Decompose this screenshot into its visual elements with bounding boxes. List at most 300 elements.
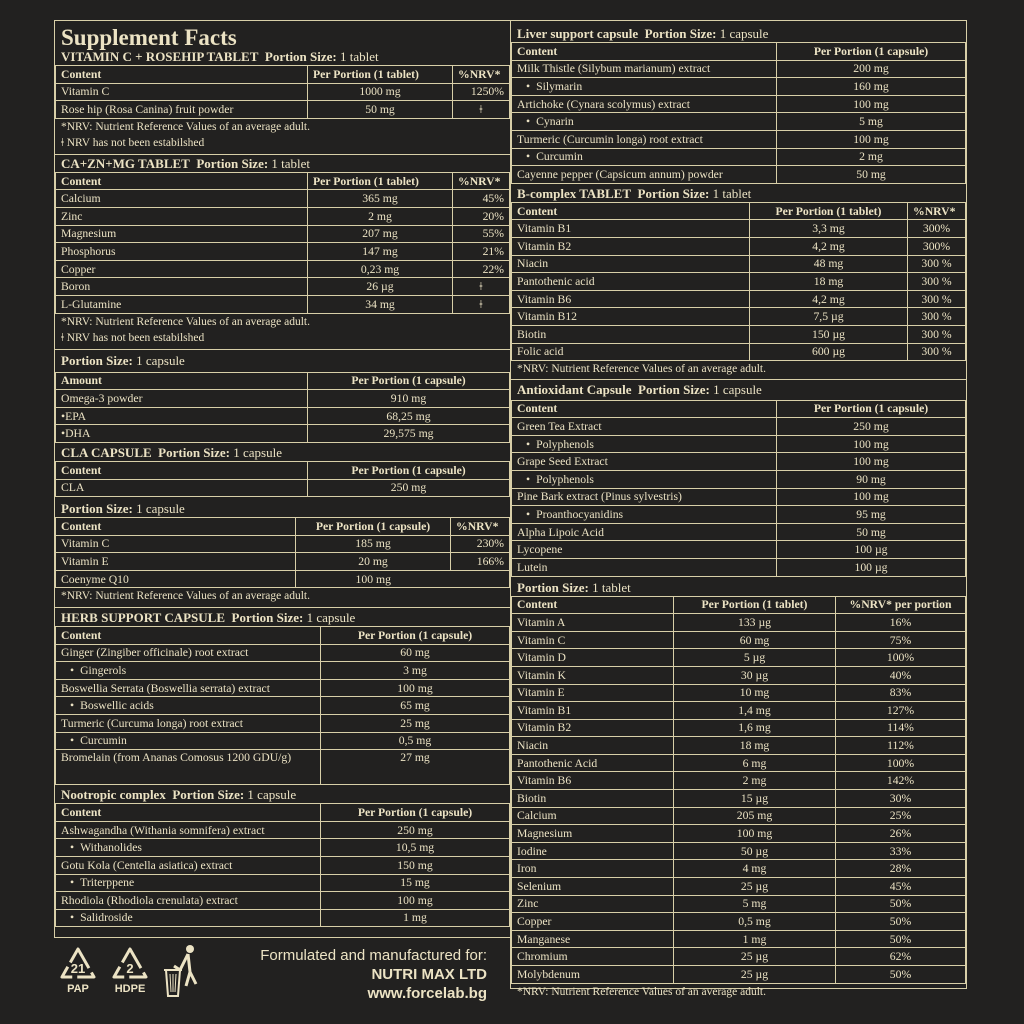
table-row <box>512 895 966 913</box>
nrv-percent: 83% <box>836 684 966 702</box>
ingredient-name: Bromelain (from Ananas Comosus 1200 GDU/g) <box>56 750 321 785</box>
table-header-row <box>512 596 966 614</box>
nrv-percent: 62% <box>836 948 966 966</box>
table-row <box>56 644 510 662</box>
nutrient-name: Vitamin B1 <box>512 220 750 238</box>
nrv-percent: 33% <box>836 842 966 860</box>
portion-amount: 5 mg <box>777 113 966 131</box>
nutrient-name: Copper <box>512 913 674 931</box>
table-row <box>512 807 966 825</box>
herb-support-table <box>55 626 510 785</box>
recycle-code: 21 <box>70 961 86 976</box>
table-row <box>56 892 510 910</box>
table-row <box>512 506 966 524</box>
portion-amount: 10,5 mg <box>321 839 510 857</box>
nutrient-name: Vitamin A <box>512 614 674 632</box>
table-row <box>512 220 966 238</box>
section-heading: HERB SUPPORT CAPSULE Portion Size: 1 capsule <box>61 609 356 625</box>
portion-amount: 25 mg <box>321 714 510 732</box>
omega-3-table <box>55 372 510 443</box>
table-header-row <box>56 518 510 536</box>
table-header-row <box>56 66 510 84</box>
portion-amount: 18 mg <box>750 273 908 291</box>
column-header: Per Portion (1 tablet) <box>308 172 453 190</box>
portion-amount: 100 µg <box>777 541 966 559</box>
footer <box>54 940 511 1010</box>
nutrient-name: Vitamin E <box>512 684 674 702</box>
portion-amount: 150 µg <box>750 325 908 343</box>
table-row <box>512 666 966 684</box>
trash-bin-icon <box>160 944 204 1000</box>
nutrient-name: Vitamin C <box>56 535 296 553</box>
nrv-percent: 100% <box>836 754 966 772</box>
nutrient-name: •EPA <box>56 407 308 425</box>
column-header: Content <box>56 804 321 822</box>
nutrient-name: L-Glutamine <box>56 295 308 313</box>
nrv-percent: 45% <box>836 878 966 896</box>
nrv-percent: 1250% <box>453 83 510 101</box>
manufacturer-name: NUTRI MAX LTD <box>371 966 487 983</box>
section-omega-3 <box>55 349 510 443</box>
table-row <box>56 390 510 408</box>
portion-amount: 600 µg <box>750 343 908 361</box>
recycle-label: HDPE <box>114 983 146 995</box>
section-b-complex <box>511 184 966 379</box>
table-row <box>512 772 966 790</box>
portion-amount: 100 mg <box>321 892 510 910</box>
section-liver-support <box>511 21 966 184</box>
table-row <box>512 130 966 148</box>
column-header: Per Portion (1 capsule) <box>777 43 966 61</box>
portion-amount: 160 mg <box>777 78 966 96</box>
table-row <box>512 237 966 255</box>
column-header: Content <box>56 626 321 644</box>
table-header-row <box>512 202 966 220</box>
column-header: %NRV* <box>453 66 510 84</box>
nrv-percent: ǂ <box>453 295 510 313</box>
table-header-row <box>512 43 966 61</box>
manufacturer-info <box>260 946 487 1004</box>
portion-amount: 910 mg <box>308 390 510 408</box>
section-multivitamin <box>511 577 966 1001</box>
nutrient-name: Vitamin C <box>512 631 674 649</box>
nrv-percent: 30% <box>836 790 966 808</box>
portion-amount: 100 mg <box>321 679 510 697</box>
portion-amount: 2 mg <box>308 207 453 225</box>
nutrient-name: •DHA <box>56 425 308 443</box>
section-ca-zn-mg <box>55 154 510 349</box>
table-row <box>56 662 510 680</box>
supplement-facts-left-column <box>54 20 511 938</box>
table-header-row <box>512 400 966 418</box>
column-header: Content <box>56 66 308 84</box>
nutrient-name: Vitamin B2 <box>512 719 674 737</box>
portion-amount: 205 mg <box>674 807 836 825</box>
ingredient-name: • Triterppene <box>56 874 321 892</box>
recycle-code: 2 <box>126 961 134 976</box>
column-header: Per Portion (1 tablet) <box>674 596 836 614</box>
table-row <box>512 418 966 436</box>
nutrient-name: Vitamin B1 <box>512 702 674 720</box>
nrv-percent: 45% <box>453 190 510 208</box>
recycle-symbol-pap <box>56 946 100 995</box>
website-link[interactable]: www.forcelab.bg <box>367 985 487 1002</box>
column-header: Per Portion (1 tablet) <box>308 66 453 84</box>
nrv-percent: 40% <box>836 666 966 684</box>
portion-amount: 50 mg <box>777 523 966 541</box>
ingredient-name: Artichoke (Cynara scolymus) extract <box>512 95 777 113</box>
column-header: Per Portion (1 capsule) <box>321 626 510 644</box>
section-heading: Nootropic complex Portion Size: 1 capsule <box>61 787 297 803</box>
table-row <box>56 207 510 225</box>
nutrient-name: Rose hip (Rosa Canina) fruit powder <box>56 101 308 119</box>
column-header: Per Portion (1 tablet) <box>750 202 908 220</box>
nutrient-name: Phosphorus <box>56 243 308 261</box>
column-header: Per Portion (1 capsule) <box>296 518 451 536</box>
nutrient-name: Selenium <box>512 878 674 896</box>
nrv-percent: 127% <box>836 702 966 720</box>
column-header: Content <box>512 596 674 614</box>
ingredient-name: • Polyphenols <box>512 470 777 488</box>
nutrient-name: Vitamin B6 <box>512 290 750 308</box>
column-header: %NRV* <box>451 518 510 536</box>
nutrient-name: Niacin <box>512 255 750 273</box>
ingredient-name: Lycopene <box>512 541 777 559</box>
nutrient-name: Pantothenic Acid <box>512 754 674 772</box>
nutrient-name: Vitamin B2 <box>512 237 750 255</box>
column-header: %NRV* <box>908 202 966 220</box>
section-antioxidant <box>511 379 966 577</box>
nrv-percent: 300 % <box>908 308 966 326</box>
vitamin-c-e-table <box>55 517 510 588</box>
antioxidant-table <box>511 400 966 577</box>
portion-amount: 2 mg <box>674 772 836 790</box>
nrv-footnote: *NRV: Nutrient Reference Values of an average adult. <box>61 120 311 133</box>
table-row <box>56 821 510 839</box>
section-cla <box>55 443 510 497</box>
portion-amount: 185 mg <box>296 535 451 553</box>
portion-amount: 147 mg <box>308 243 453 261</box>
ingredient-name: Alpha Lipoic Acid <box>512 523 777 541</box>
nrv-percent: 22% <box>453 260 510 278</box>
nutrient-name: Chromium <box>512 948 674 966</box>
ingredient-name: • Silymarin <box>512 78 777 96</box>
nutrient-name: Zinc <box>56 207 308 225</box>
table-row <box>512 754 966 772</box>
nrv-percent: 28% <box>836 860 966 878</box>
nrv-percent: 100% <box>836 649 966 667</box>
nutrient-name: Magnesium <box>56 225 308 243</box>
table-row <box>512 453 966 471</box>
table-row <box>512 719 966 737</box>
portion-amount: 150 mg <box>321 856 510 874</box>
nutrient-name: Biotin <box>512 790 674 808</box>
ingredient-name: Grape Seed Extract <box>512 453 777 471</box>
table-row <box>512 255 966 273</box>
ingredient-name: Boswellia Serrata (Boswellia serrata) extract <box>56 679 321 697</box>
table-row <box>512 737 966 755</box>
nutrient-name: Iron <box>512 860 674 878</box>
nutrient-name: Vitamin B12 <box>512 308 750 326</box>
ingredient-name: Ashwagandha (Withania somnifera) extract <box>56 821 321 839</box>
ingredient-name: Pine Bark extract (Pinus sylvestris) <box>512 488 777 506</box>
column-header: Per Portion (1 capsule) <box>777 400 966 418</box>
nrv-percent: 21% <box>453 243 510 261</box>
portion-amount: 0,5 mg <box>321 732 510 750</box>
nrv-percent: 300 % <box>908 343 966 361</box>
table-row <box>512 558 966 576</box>
portion-amount: 25 µg <box>674 948 836 966</box>
table-row <box>56 570 510 588</box>
ingredient-name: Gotu Kola (Centella asiatica) extract <box>56 856 321 874</box>
portion-amount: 250 mg <box>321 821 510 839</box>
portion-amount: 60 mg <box>321 644 510 662</box>
nrv-percent: 50% <box>836 966 966 984</box>
column-header: Per Portion (1 capsule) <box>321 804 510 822</box>
section-heading: B-complex TABLET Portion Size: 1 tablet <box>517 185 752 201</box>
table-row <box>56 225 510 243</box>
portion-amount: 100 mg <box>777 488 966 506</box>
column-header: Per Portion (1 capsule) <box>308 461 510 479</box>
nutrient-name: Pantothenic acid <box>512 273 750 291</box>
nrv-footnote: *NRV: Nutrient Reference Values of an average adult. <box>61 590 311 603</box>
table-row <box>512 860 966 878</box>
section-heading: Portion Size: 1 capsule <box>61 501 185 517</box>
portion-amount: 365 mg <box>308 190 453 208</box>
portion-amount: 25 µg <box>674 966 836 984</box>
nutrient-name: Magnesium <box>512 825 674 843</box>
portion-amount: 15 mg <box>321 874 510 892</box>
nrv-footnote: *NRV: Nutrient Reference Values of an average adult. <box>517 363 767 376</box>
column-header: %NRV* per portion <box>836 596 966 614</box>
portion-amount: 250 mg <box>777 418 966 436</box>
portion-amount: 68,25 mg <box>308 407 510 425</box>
ingredient-name: • Cynarin <box>512 113 777 131</box>
column-header: Amount <box>56 372 308 390</box>
portion-amount: 1,4 mg <box>674 702 836 720</box>
table-row <box>56 101 510 119</box>
portion-amount: 3 mg <box>321 662 510 680</box>
portion-amount: 30 µg <box>674 666 836 684</box>
table-row <box>512 343 966 361</box>
table-row <box>56 190 510 208</box>
section-nootropic <box>55 785 510 927</box>
portion-amount: 1,6 mg <box>674 719 836 737</box>
table-row <box>512 166 966 184</box>
section-vitamin-c-rosehip <box>55 48 510 154</box>
column-header: Content <box>56 172 308 190</box>
portion-amount: 26 µg <box>308 278 453 296</box>
portion-amount: 4,2 mg <box>750 237 908 255</box>
table-row <box>512 930 966 948</box>
nrv-percent <box>451 570 510 588</box>
table-row <box>512 325 966 343</box>
nrv-percent: ǂ <box>453 101 510 119</box>
table-row <box>512 649 966 667</box>
nutrient-name: Coenyme Q10 <box>56 570 296 588</box>
table-row <box>512 148 966 166</box>
ingredient-name: Turmeric (Curcuma longa) root extract <box>56 714 321 732</box>
portion-amount: 1000 mg <box>308 83 453 101</box>
nutrient-name: Boron <box>56 278 308 296</box>
portion-amount: 5 µg <box>674 649 836 667</box>
section-heading: CLA CAPSULE Portion Size: 1 capsule <box>61 444 282 460</box>
recycle-icon <box>110 946 150 982</box>
nutrient-name: Vitamin E <box>56 553 296 571</box>
nrv-percent: 50% <box>836 930 966 948</box>
table-row <box>512 435 966 453</box>
table-row <box>56 407 510 425</box>
portion-amount: 100 mg <box>777 95 966 113</box>
section-heading: CA+ZN+MG TABLET Portion Size: 1 tablet <box>61 155 311 171</box>
ca-zn-mg-table <box>55 172 510 314</box>
table-row <box>56 856 510 874</box>
ingredient-name: Milk Thistle (Silybum marianum) extract <box>512 60 777 78</box>
table-row <box>56 479 510 497</box>
portion-amount: 15 µg <box>674 790 836 808</box>
nrv-footnote: ǂ NRV has not been estabilshed <box>61 137 205 150</box>
ingredient-name: • Proanthocyanidins <box>512 506 777 524</box>
table-row <box>56 679 510 697</box>
supplement-facts-right-column <box>510 20 967 998</box>
table-row <box>56 874 510 892</box>
nutrient-name: Vitamin K <box>512 666 674 684</box>
nrv-percent: 20% <box>453 207 510 225</box>
nutrient-name: Biotin <box>512 325 750 343</box>
nutrient-name: Calcium <box>56 190 308 208</box>
portion-amount: 29,575 mg <box>308 425 510 443</box>
ingredient-name: • Curcumin <box>512 148 777 166</box>
table-row <box>56 278 510 296</box>
column-header: Content <box>512 202 750 220</box>
recycle-symbol-hdpe <box>108 946 152 995</box>
nrv-percent: 166% <box>451 553 510 571</box>
ingredient-name: Ginger (Zingiber officinale) root extract <box>56 644 321 662</box>
table-row <box>512 113 966 131</box>
portion-amount: 4,2 mg <box>750 290 908 308</box>
portion-amount: 95 mg <box>777 506 966 524</box>
table-row <box>56 425 510 443</box>
nutrient-name: Zinc <box>512 895 674 913</box>
nrv-percent: 300 % <box>908 325 966 343</box>
portion-amount: 20 mg <box>296 553 451 571</box>
nutrient-name: Folic acid <box>512 343 750 361</box>
portion-amount: 0,23 mg <box>308 260 453 278</box>
table-row <box>512 842 966 860</box>
ingredient-name: Lutein <box>512 558 777 576</box>
portion-amount: 250 mg <box>308 479 510 497</box>
table-row <box>56 295 510 313</box>
section-heading: VITAMIN C + ROSEHIP TABLET Portion Size: 1 tablet <box>61 49 379 64</box>
portion-amount: 100 mg <box>674 825 836 843</box>
nrv-percent: 75% <box>836 631 966 649</box>
portion-amount: 3,3 mg <box>750 220 908 238</box>
table-row <box>512 614 966 632</box>
portion-amount: 4 mg <box>674 860 836 878</box>
nrv-percent: 55% <box>453 225 510 243</box>
nutrient-name: Copper <box>56 260 308 278</box>
multivitamin-table <box>511 596 966 984</box>
nrv-percent: 112% <box>836 737 966 755</box>
cla-table <box>55 461 510 497</box>
table-row <box>512 948 966 966</box>
portion-amount: 100 mg <box>296 570 451 588</box>
table-row <box>56 243 510 261</box>
ingredient-name: • Boswellic acids <box>56 697 321 715</box>
nrv-percent: 16% <box>836 614 966 632</box>
portion-amount: 100 µg <box>777 558 966 576</box>
portion-amount: 48 mg <box>750 255 908 273</box>
ingredient-name: • Curcumin <box>56 732 321 750</box>
recycle-icon <box>58 946 98 982</box>
table-row <box>512 702 966 720</box>
table-row <box>56 839 510 857</box>
portion-amount: 100 mg <box>777 130 966 148</box>
section-herb-support <box>55 607 510 785</box>
nrv-footnote: *NRV: Nutrient Reference Values of an average adult. <box>517 985 767 998</box>
ingredient-name: Turmeric (Curcumin longa) root extract <box>512 130 777 148</box>
portion-amount: 90 mg <box>777 470 966 488</box>
table-header-row <box>56 461 510 479</box>
portion-amount: 60 mg <box>674 631 836 649</box>
portion-amount: 10 mg <box>674 684 836 702</box>
table-row <box>56 909 510 927</box>
b-complex-table <box>511 202 966 361</box>
nutrient-name: Molybdenum <box>512 966 674 984</box>
column-header: Content <box>56 461 308 479</box>
portion-amount: 25 µg <box>674 878 836 896</box>
nrv-footnote: *NRV: Nutrient Reference Values of an average adult. <box>61 315 311 328</box>
ingredient-name: • Salidroside <box>56 909 321 927</box>
table-row <box>512 308 966 326</box>
nrv-percent: 26% <box>836 825 966 843</box>
portion-amount: 50 mg <box>308 101 453 119</box>
page-title: Supplement Facts <box>61 25 237 50</box>
recycle-label: PAP <box>67 983 89 995</box>
tidy-man-symbol <box>160 944 204 1000</box>
ingredient-name: Green Tea Extract <box>512 418 777 436</box>
portion-amount: 27 mg <box>321 750 510 785</box>
nutrient-name: Iodine <box>512 842 674 860</box>
table-row <box>512 966 966 984</box>
section-heading: Liver support capsule Portion Size: 1 capsule <box>517 26 769 41</box>
section-heading: Portion Size: 1 capsule <box>61 352 185 368</box>
nrv-percent: 25% <box>836 807 966 825</box>
nutrient-name: Vitamin D <box>512 649 674 667</box>
portion-amount: 100 mg <box>777 435 966 453</box>
column-header: Content <box>56 518 296 536</box>
portion-amount: 207 mg <box>308 225 453 243</box>
portion-amount: 50 µg <box>674 842 836 860</box>
table-header-row <box>56 804 510 822</box>
nrv-percent: 114% <box>836 719 966 737</box>
nrv-percent: 300 % <box>908 290 966 308</box>
table-row <box>512 78 966 96</box>
table-row <box>56 732 510 750</box>
manufacturer-caption: Formulated and manufactured for: <box>260 947 487 964</box>
nrv-footnote: ǂ NRV has not been estabilshed <box>61 332 205 345</box>
nutrient-name: Vitamin B6 <box>512 772 674 790</box>
column-header: Per Portion (1 capsule) <box>308 372 510 390</box>
vitamin-c-table <box>55 65 510 119</box>
portion-amount: 0,5 mg <box>674 913 836 931</box>
table-row <box>512 541 966 559</box>
ingredient-name: • Polyphenols <box>512 435 777 453</box>
table-row <box>512 523 966 541</box>
table-header-row <box>56 172 510 190</box>
table-row <box>56 697 510 715</box>
table-row <box>512 60 966 78</box>
